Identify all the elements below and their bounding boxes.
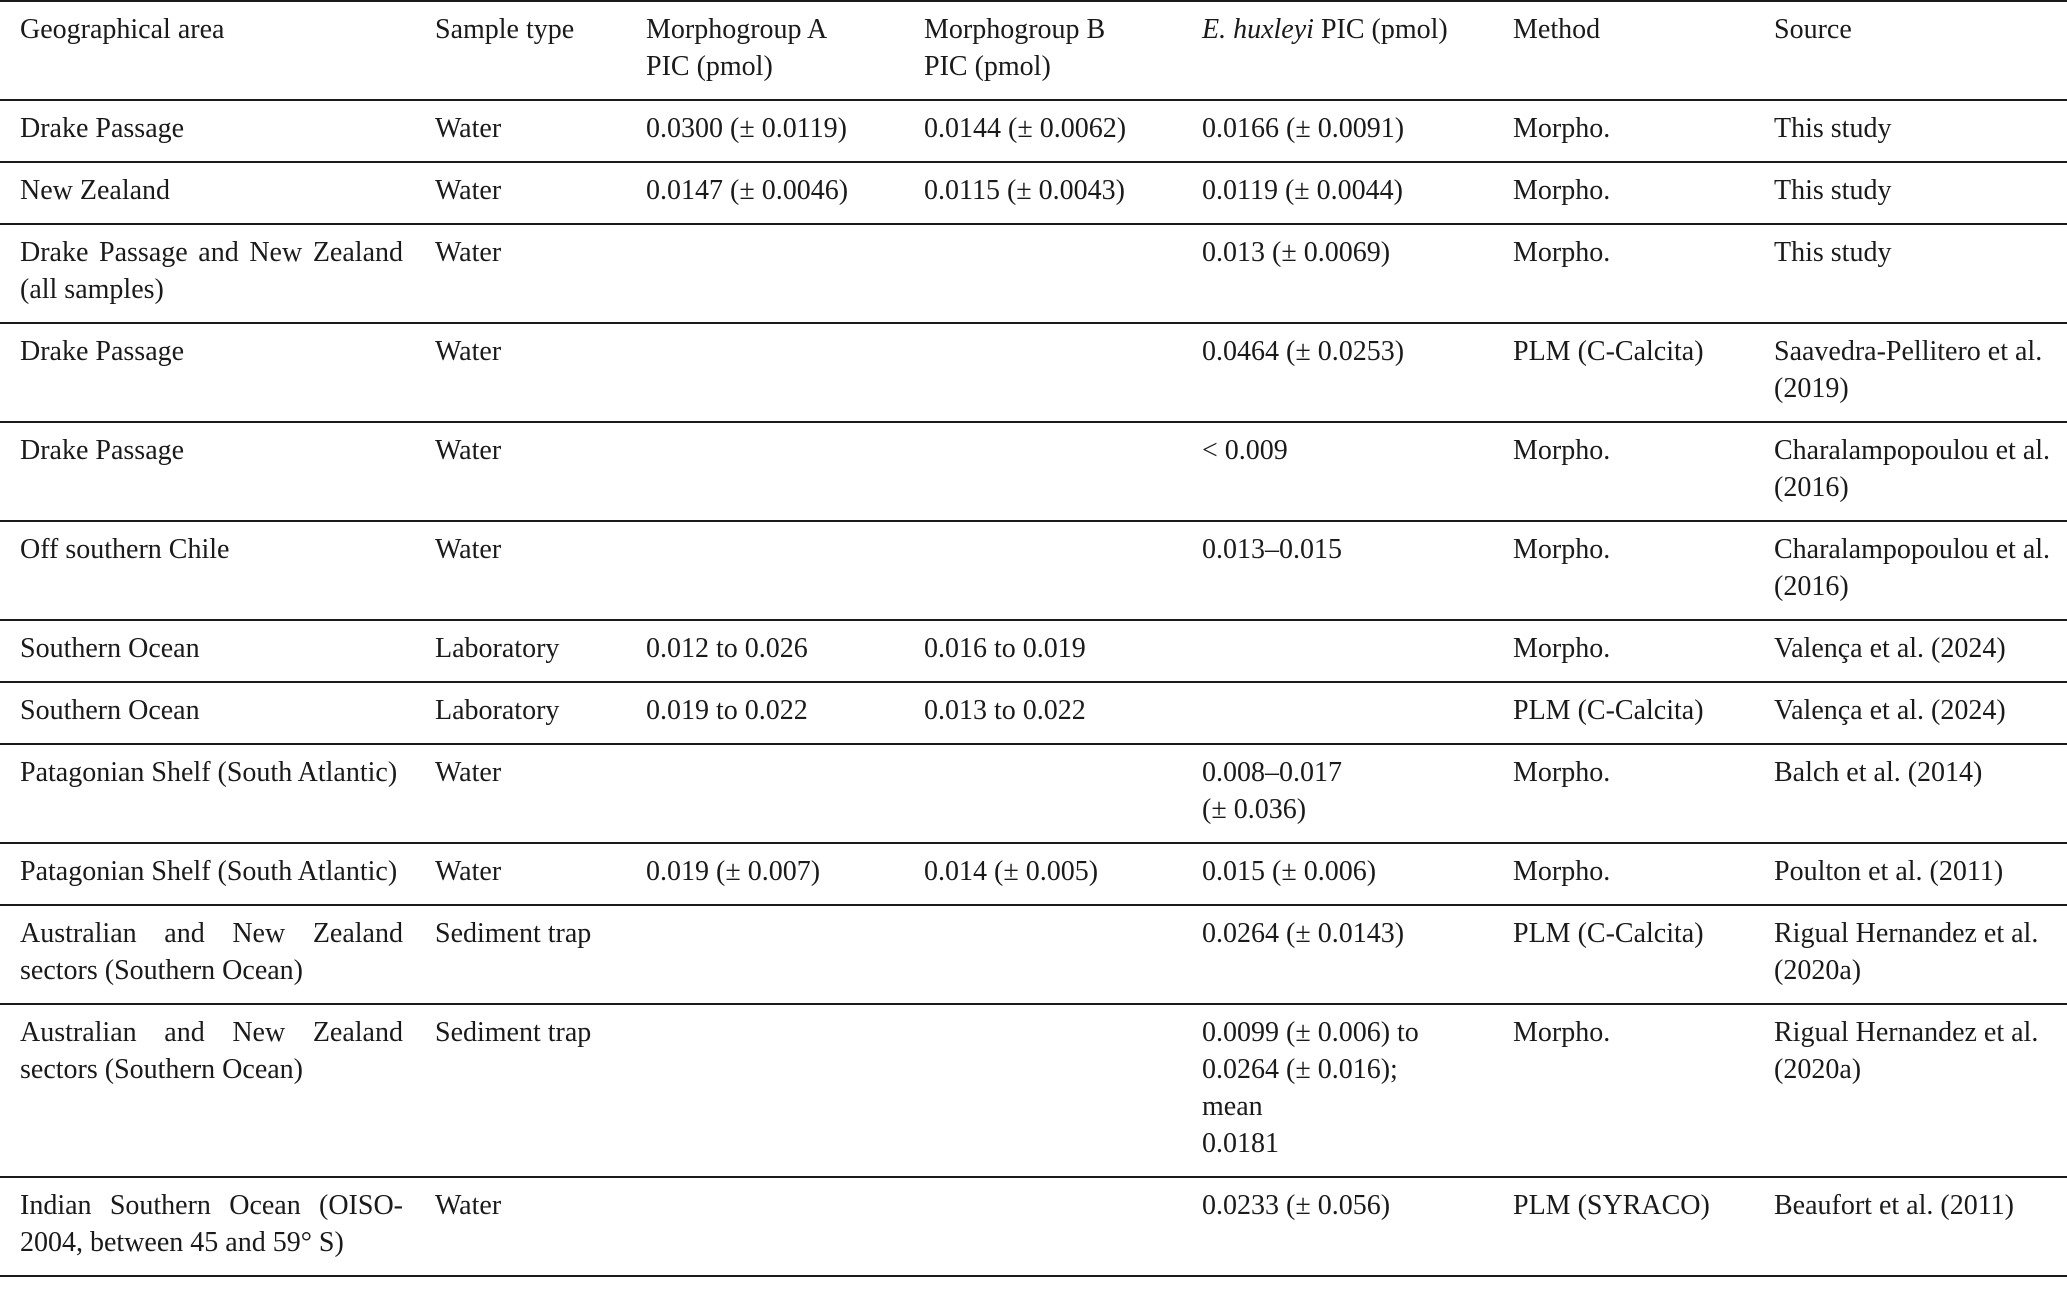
cell-method: PLM (SYRACO) — [1513, 1190, 1710, 1221]
cell-morphogroup-b: 0.016 to 0.019 — [924, 633, 1086, 664]
cell-source: Charalampopoulou et al. (2016) — [1774, 534, 2051, 602]
table-row — [0, 323, 2067, 422]
cell-morphogroup-b — [904, 905, 1182, 1004]
cell-morphogroup-b — [904, 323, 1182, 422]
cell-geographical-area: Patagonian Shelf (South Atlantic) — [20, 856, 398, 887]
cell-source: This study — [1774, 113, 1892, 144]
cell-geographical-area: Southern Ocean — [20, 695, 200, 726]
table-header — [0, 1, 2067, 100]
cell-morphogroup-b: 0.0115 (± 0.0043) — [924, 175, 1125, 206]
table-row — [0, 905, 2067, 1004]
cell-method: Morpho. — [1513, 113, 1611, 144]
cell-sample-type: Laboratory — [435, 695, 560, 726]
cell-method: Morpho. — [1513, 237, 1611, 268]
cell-morphogroup-a: 0.019 to 0.022 — [646, 695, 808, 726]
cell-method: Morpho. — [1513, 175, 1611, 206]
cell-method: Morpho. — [1513, 435, 1611, 466]
cell-geographical-area: Australian and New Zealand sectors (Southern Ocean) — [20, 1017, 403, 1085]
cell-morphogroup-a — [626, 744, 904, 843]
cell-geographical-area: Australian and New Zealand sectors (Southern Ocean) — [20, 918, 403, 986]
cell-ehuxleyi-pic: 0.0464 (± 0.0253) — [1202, 336, 1405, 367]
cell-source: Valença et al. (2024) — [1774, 633, 2006, 664]
cell-morphogroup-b: 0.013 to 0.022 — [924, 695, 1086, 726]
cell-morphogroup-a: 0.0300 (± 0.0119) — [646, 113, 847, 144]
cell-ehuxleyi-pic: 0.0119 (± 0.0044) — [1202, 175, 1403, 206]
cell-source: Rigual Hernandez et al. (2020a) — [1774, 918, 2039, 986]
cell-ehuxleyi-pic — [1182, 682, 1493, 744]
cell-morphogroup-a — [626, 1004, 904, 1177]
cell-morphogroup-b — [904, 744, 1182, 843]
cell-ehuxleyi-pic — [1182, 620, 1493, 682]
cell-ehuxleyi-pic: 0.013–0.015 — [1202, 534, 1342, 565]
cell-sample-type: Water — [435, 435, 502, 466]
table-row — [0, 682, 2067, 744]
table-row — [0, 744, 2067, 843]
cell-source: Valença et al. (2024) — [1774, 695, 2006, 726]
cell-source: Charalampopoulou et al. (2016) — [1774, 435, 2051, 503]
cell-sample-type: Sediment trap — [435, 1017, 592, 1048]
header-ehuxleyi-pic — [1182, 1, 1493, 100]
cell-ehuxleyi-pic: 0.013 (± 0.0069) — [1202, 237, 1391, 268]
cell-morphogroup-b: 0.014 (± 0.005) — [924, 856, 1099, 887]
cell-morphogroup-a — [626, 224, 904, 323]
cell-method: Morpho. — [1513, 633, 1611, 664]
cell-sample-type: Sediment trap — [435, 918, 592, 949]
cell-morphogroup-b — [904, 1004, 1182, 1177]
cell-geographical-area: Drake Passage — [20, 113, 185, 144]
table-row — [0, 162, 2067, 224]
cell-morphogroup-a — [626, 422, 904, 521]
cell-morphogroup-b — [904, 224, 1182, 323]
cell-source: Saavedra-Pellitero et al. (2019) — [1774, 336, 2043, 404]
cell-method: PLM (C-Calcita) — [1513, 695, 1704, 726]
cell-sample-type: Water — [435, 175, 502, 206]
cell-morphogroup-a: 0.019 (± 0.007) — [646, 856, 821, 887]
cell-ehuxleyi-pic: 0.0233 (± 0.056) — [1202, 1190, 1391, 1221]
cell-ehuxleyi-pic: < 0.009 — [1202, 435, 1288, 466]
cell-method: Morpho. — [1513, 757, 1611, 788]
cell-method: PLM (C-Calcita) — [1513, 336, 1704, 367]
cell-morphogroup-b — [904, 422, 1182, 521]
table-row — [0, 422, 2067, 521]
species-name: E. huxleyi — [1202, 14, 1314, 45]
table-row — [0, 224, 2067, 323]
header-source: Source — [1774, 14, 1852, 45]
cell-sample-type: Water — [435, 757, 502, 788]
cell-morphogroup-a — [626, 1177, 904, 1276]
cell-ehuxleyi-pic: 0.008–0.017 (± 0.036) — [1202, 757, 1342, 825]
table-row — [0, 620, 2067, 682]
cell-ehuxleyi-pic: 0.015 (± 0.006) — [1202, 856, 1377, 887]
cell-morphogroup-a — [626, 323, 904, 422]
table-row — [0, 843, 2067, 905]
header-geographical-area: Geographical area — [20, 14, 225, 45]
cell-morphogroup-a — [626, 905, 904, 1004]
header-row — [0, 1, 2067, 100]
cell-geographical-area: Off southern Chile — [20, 534, 230, 565]
cell-source: Poulton et al. (2011) — [1774, 856, 2004, 887]
cell-geographical-area: Southern Ocean — [20, 633, 200, 664]
cell-method: Morpho. — [1513, 534, 1611, 565]
cell-geographical-area: New Zealand — [20, 175, 171, 206]
cell-geographical-area: Indian Southern Ocean (OISO-2004, between 45 and 59° S) — [20, 1190, 403, 1258]
cell-source: Balch et al. (2014) — [1774, 757, 1983, 788]
cell-sample-type: Water — [435, 237, 502, 268]
cell-morphogroup-a: 0.012 to 0.026 — [646, 633, 808, 664]
header-sample-type: Sample type — [435, 14, 575, 45]
cell-method: Morpho. — [1513, 856, 1611, 887]
cell-morphogroup-b — [904, 1177, 1182, 1276]
cell-geographical-area: Drake Passage — [20, 435, 185, 466]
cell-sample-type: Water — [435, 856, 502, 887]
cell-source: This study — [1774, 237, 1892, 268]
table-row — [0, 1004, 2067, 1177]
table-row — [0, 1177, 2067, 1276]
cell-source: Beaufort et al. (2011) — [1774, 1190, 2014, 1221]
cell-sample-type: Water — [435, 336, 502, 367]
header-morphogroup-a-pic: Morphogroup A PIC (pmol) — [646, 14, 828, 82]
cell-sample-type: Water — [435, 534, 502, 565]
cell-method: Morpho. — [1513, 1017, 1611, 1048]
header-ehuxleyi-unit: PIC (pmol) — [1313, 14, 1448, 45]
cell-morphogroup-b: 0.0144 (± 0.0062) — [924, 113, 1127, 144]
cell-morphogroup-a — [626, 521, 904, 620]
cell-geographical-area: Drake Passage and New Zealand (all samples) — [20, 237, 403, 305]
cell-ehuxleyi-pic: 0.0264 (± 0.0143) — [1202, 918, 1405, 949]
cell-source: Rigual Hernandez et al. (2020a) — [1774, 1017, 2039, 1085]
cell-morphogroup-a: 0.0147 (± 0.0046) — [646, 175, 849, 206]
table-row — [0, 521, 2067, 620]
table-row — [0, 100, 2067, 162]
table-body — [0, 100, 2067, 1276]
cell-method: PLM (C-Calcita) — [1513, 918, 1704, 949]
cell-source: This study — [1774, 175, 1892, 206]
header-morphogroup-b-pic: Morphogroup B PIC (pmol) — [924, 14, 1106, 82]
cell-sample-type: Laboratory — [435, 633, 560, 664]
cell-morphogroup-b — [904, 521, 1182, 620]
header-method: Method — [1513, 14, 1601, 45]
cell-ehuxleyi-pic: 0.0099 (± 0.006) to 0.0264 (± 0.016); mean 0.0181 — [1202, 1017, 1419, 1159]
cell-sample-type: Water — [435, 1190, 502, 1221]
cell-geographical-area: Drake Passage — [20, 336, 185, 367]
cell-sample-type: Water — [435, 113, 502, 144]
cell-ehuxleyi-pic: 0.0166 (± 0.0091) — [1202, 113, 1405, 144]
cell-geographical-area: Patagonian Shelf (South Atlantic) — [20, 757, 398, 788]
